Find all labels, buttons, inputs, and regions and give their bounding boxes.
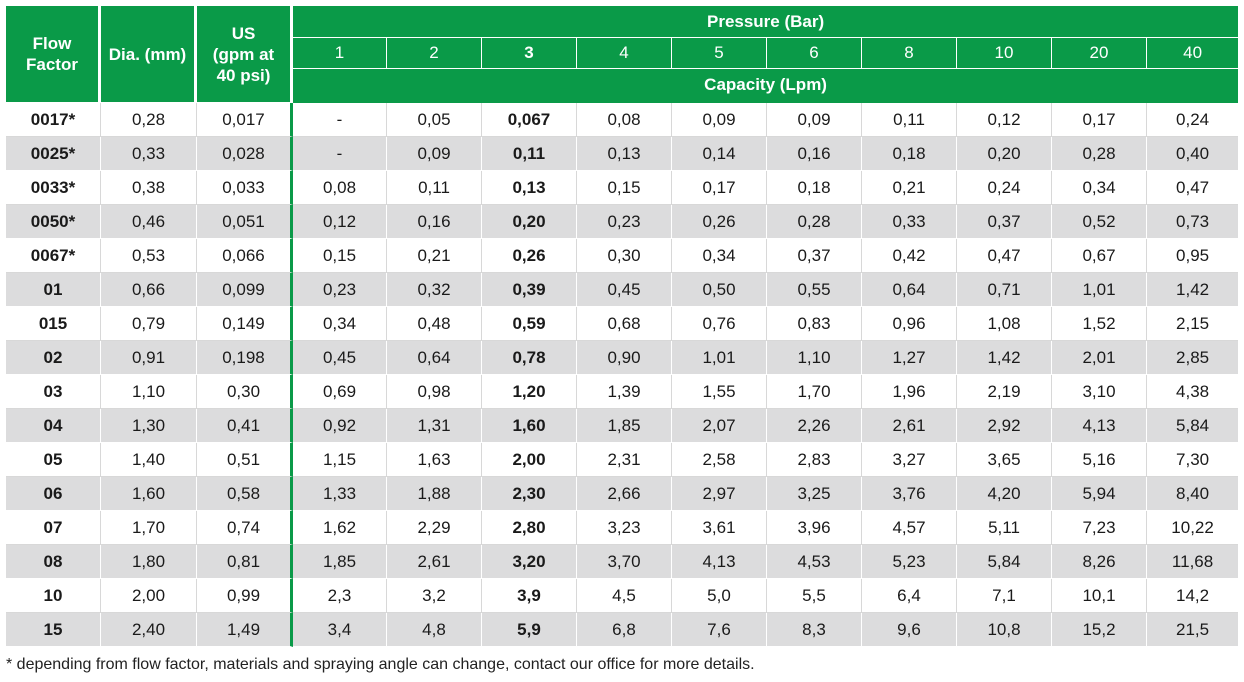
diameter-cell: 0,66 [101, 273, 197, 307]
capacity-cell: 1,10 [767, 341, 862, 375]
capacity-cell: 5,84 [1147, 409, 1238, 443]
capacity-cell: 1,42 [957, 341, 1052, 375]
table-row [6, 137, 1238, 171]
header-pressure-value: 3 [482, 38, 577, 69]
table-row [6, 545, 1238, 579]
header-capacity: Capacity (Lpm) [293, 69, 1238, 103]
capacity-cell: 3,27 [862, 443, 957, 477]
capacity-cell: 0,17 [1052, 103, 1147, 137]
flow-factor-cell: 0033* [6, 171, 101, 205]
capacity-cell: 0,21 [387, 239, 482, 273]
capacity-cell: 0,48 [387, 307, 482, 341]
header-pressure-value: 4 [577, 38, 672, 69]
table-row [6, 307, 1238, 341]
capacity-cell: 0,37 [957, 205, 1052, 239]
capacity-cell: 1,08 [957, 307, 1052, 341]
diameter-cell: 0,79 [101, 307, 197, 341]
us-gpm-cell: 0,033 [197, 171, 293, 205]
header-flow-factor: Flow Factor [6, 6, 101, 103]
capacity-cell: 0,09 [672, 103, 767, 137]
us-gpm-cell: 0,41 [197, 409, 293, 443]
us-gpm-cell: 0,51 [197, 443, 293, 477]
capacity-cell: 2,61 [387, 545, 482, 579]
capacity-cell: 1,15 [293, 443, 387, 477]
us-gpm-cell: 0,30 [197, 375, 293, 409]
capacity-cell: 21,5 [1147, 613, 1238, 647]
capacity-cell: 3,23 [577, 511, 672, 545]
capacity-cell: 0,42 [862, 239, 957, 273]
table-row [6, 239, 1238, 273]
capacity-cell: 0,52 [1052, 205, 1147, 239]
capacity-cell: 0,16 [387, 205, 482, 239]
flow-factor-cell: 0025* [6, 137, 101, 171]
capacity-cell: 0,067 [482, 103, 577, 137]
capacity-cell: 4,57 [862, 511, 957, 545]
capacity-cell: 0,16 [767, 137, 862, 171]
capacity-cell: 2,80 [482, 511, 577, 545]
capacity-cell: 0,08 [293, 171, 387, 205]
capacity-cell: 2,92 [957, 409, 1052, 443]
capacity-cell: 2,58 [672, 443, 767, 477]
capacity-cell: 0,11 [862, 103, 957, 137]
capacity-cell: 0,23 [293, 273, 387, 307]
diameter-cell: 0,91 [101, 341, 197, 375]
header-pressure-value: 8 [862, 38, 957, 69]
capacity-cell: 3,9 [482, 579, 577, 613]
capacity-cell: 1,60 [482, 409, 577, 443]
capacity-cell: 0,24 [1147, 103, 1238, 137]
capacity-cell: 0,45 [577, 273, 672, 307]
capacity-cell: 4,53 [767, 545, 862, 579]
capacity-cell: 0,11 [482, 137, 577, 171]
table-row [6, 477, 1238, 511]
capacity-cell: 2,30 [482, 477, 577, 511]
capacity-cell: 1,01 [1052, 273, 1147, 307]
capacity-cell: 1,52 [1052, 307, 1147, 341]
capacity-cell: 0,33 [862, 205, 957, 239]
diameter-cell: 0,38 [101, 171, 197, 205]
capacity-cell: 3,96 [767, 511, 862, 545]
capacity-cell: 1,96 [862, 375, 957, 409]
diameter-cell: 0,33 [101, 137, 197, 171]
capacity-cell: 0,55 [767, 273, 862, 307]
capacity-cell: 0,67 [1052, 239, 1147, 273]
capacity-cell: 3,76 [862, 477, 957, 511]
capacity-cell: 14,2 [1147, 579, 1238, 613]
us-gpm-cell: 0,149 [197, 307, 293, 341]
capacity-cell: 0,28 [767, 205, 862, 239]
diameter-cell: 1,10 [101, 375, 197, 409]
capacity-cell: 0,34 [672, 239, 767, 273]
capacity-cell: 2,66 [577, 477, 672, 511]
capacity-cell: 2,83 [767, 443, 862, 477]
capacity-cell: 3,25 [767, 477, 862, 511]
capacity-cell: 4,8 [387, 613, 482, 647]
capacity-cell: 3,4 [293, 613, 387, 647]
us-gpm-cell: 0,017 [197, 103, 293, 137]
flow-factor-cell: 0017* [6, 103, 101, 137]
table-row [6, 375, 1238, 409]
table-row [6, 273, 1238, 307]
capacity-cell: 0,26 [482, 239, 577, 273]
capacity-cell: 15,2 [1052, 613, 1147, 647]
capacity-cell: 8,26 [1052, 545, 1147, 579]
capacity-cell: 0,78 [482, 341, 577, 375]
capacity-cell: 1,33 [293, 477, 387, 511]
capacity-cell: 5,16 [1052, 443, 1147, 477]
capacity-cell: 0,96 [862, 307, 957, 341]
capacity-cell: 0,24 [957, 171, 1052, 205]
capacity-cell: 1,70 [767, 375, 862, 409]
footnote: * depending from flow factor, materials and spraying angle can change, contact our office for more details. [6, 656, 755, 673]
header-pressure-value: 6 [767, 38, 862, 69]
us-gpm-cell: 0,099 [197, 273, 293, 307]
capacity-cell: 0,15 [293, 239, 387, 273]
capacity-cell: 0,18 [862, 137, 957, 171]
table-row [6, 205, 1238, 239]
capacity-cell: 1,63 [387, 443, 482, 477]
capacity-cell: 0,40 [1147, 137, 1238, 171]
capacity-cell: 0,73 [1147, 205, 1238, 239]
capacity-cell: 0,34 [293, 307, 387, 341]
capacity-cell: 1,39 [577, 375, 672, 409]
us-gpm-cell: 0,74 [197, 511, 293, 545]
capacity-cell: 4,20 [957, 477, 1052, 511]
flow-factor-cell: 0050* [6, 205, 101, 239]
header-pressure-value: 20 [1052, 38, 1147, 69]
flow-factor-cell: 015 [6, 307, 101, 341]
capacity-cell: 0,09 [767, 103, 862, 137]
capacity-cell: 5,11 [957, 511, 1052, 545]
capacity-cell: 3,20 [482, 545, 577, 579]
capacity-cell: 0,13 [482, 171, 577, 205]
capacity-cell: 0,23 [577, 205, 672, 239]
capacity-cell: 0,21 [862, 171, 957, 205]
diameter-cell: 1,60 [101, 477, 197, 511]
capacity-cell: 5,9 [482, 613, 577, 647]
capacity-cell: 10,8 [957, 613, 1052, 647]
capacity-cell: 3,2 [387, 579, 482, 613]
flow-factor-cell: 15 [6, 613, 101, 647]
capacity-cell: 2,31 [577, 443, 672, 477]
diameter-cell: 1,80 [101, 545, 197, 579]
capacity-cell: 0,17 [672, 171, 767, 205]
capacity-cell: 0,64 [862, 273, 957, 307]
capacity-cell: 0,45 [293, 341, 387, 375]
diameter-cell: 1,30 [101, 409, 197, 443]
capacity-cell: 2,15 [1147, 307, 1238, 341]
capacity-cell: 1,20 [482, 375, 577, 409]
header-pressure: Pressure (Bar) [293, 6, 1238, 38]
flow-factor-cell: 10 [6, 579, 101, 613]
capacity-cell: 0,32 [387, 273, 482, 307]
capacity-cell: 2,01 [1052, 341, 1147, 375]
capacity-cell: 2,97 [672, 477, 767, 511]
capacity-cell: 0,08 [577, 103, 672, 137]
capacity-table-container [6, 6, 1238, 647]
capacity-cell: 4,38 [1147, 375, 1238, 409]
us-gpm-cell: 0,051 [197, 205, 293, 239]
capacity-cell: 0,47 [957, 239, 1052, 273]
capacity-cell: 2,61 [862, 409, 957, 443]
flow-factor-cell: 05 [6, 443, 101, 477]
capacity-cell: 0,50 [672, 273, 767, 307]
capacity-cell: 11,68 [1147, 545, 1238, 579]
capacity-cell: 6,8 [577, 613, 672, 647]
capacity-cell: 0,71 [957, 273, 1052, 307]
capacity-cell: 8,40 [1147, 477, 1238, 511]
capacity-cell: 4,13 [672, 545, 767, 579]
us-gpm-cell: 0,81 [197, 545, 293, 579]
flow-factor-cell: 07 [6, 511, 101, 545]
capacity-cell: 5,0 [672, 579, 767, 613]
capacity-table [6, 6, 1238, 647]
capacity-cell: 5,23 [862, 545, 957, 579]
table-body [6, 103, 1238, 647]
us-gpm-cell: 0,028 [197, 137, 293, 171]
capacity-cell: 0,09 [387, 137, 482, 171]
capacity-cell: 1,85 [293, 545, 387, 579]
capacity-cell: 2,3 [293, 579, 387, 613]
diameter-cell: 2,40 [101, 613, 197, 647]
capacity-cell: 0,69 [293, 375, 387, 409]
capacity-cell: 0,34 [1052, 171, 1147, 205]
header-us-gpm: US (gpm at 40 psi) [197, 6, 293, 103]
flow-factor-cell: 01 [6, 273, 101, 307]
capacity-cell: 7,1 [957, 579, 1052, 613]
capacity-cell: 1,31 [387, 409, 482, 443]
capacity-cell: 2,07 [672, 409, 767, 443]
table-header [6, 6, 1238, 103]
capacity-cell: 0,92 [293, 409, 387, 443]
capacity-cell: 0,14 [672, 137, 767, 171]
capacity-cell: 0,90 [577, 341, 672, 375]
capacity-cell: 2,26 [767, 409, 862, 443]
capacity-cell: 9,6 [862, 613, 957, 647]
capacity-cell: 1,62 [293, 511, 387, 545]
capacity-cell: 5,94 [1052, 477, 1147, 511]
capacity-cell: 0,20 [957, 137, 1052, 171]
capacity-cell: - [293, 103, 387, 137]
capacity-cell: 0,18 [767, 171, 862, 205]
header-pressure-value: 40 [1147, 38, 1238, 69]
table-row [6, 579, 1238, 613]
capacity-cell: 0,64 [387, 341, 482, 375]
flow-factor-cell: 0067* [6, 239, 101, 273]
capacity-cell: 0,30 [577, 239, 672, 273]
table-row [6, 171, 1238, 205]
capacity-cell: 3,10 [1052, 375, 1147, 409]
us-gpm-cell: 1,49 [197, 613, 293, 647]
capacity-cell: 7,30 [1147, 443, 1238, 477]
diameter-cell: 0,46 [101, 205, 197, 239]
capacity-cell: 0,47 [1147, 171, 1238, 205]
header-pressure-value: 1 [293, 38, 387, 69]
diameter-cell: 0,53 [101, 239, 197, 273]
capacity-cell: 10,22 [1147, 511, 1238, 545]
table-row [6, 511, 1238, 545]
diameter-cell: 1,70 [101, 511, 197, 545]
capacity-cell: 0,76 [672, 307, 767, 341]
capacity-cell: - [293, 137, 387, 171]
header-pressure-value: 10 [957, 38, 1052, 69]
capacity-cell: 0,98 [387, 375, 482, 409]
capacity-cell: 0,95 [1147, 239, 1238, 273]
us-gpm-cell: 0,99 [197, 579, 293, 613]
capacity-cell: 0,39 [482, 273, 577, 307]
capacity-cell: 8,3 [767, 613, 862, 647]
us-gpm-cell: 0,066 [197, 239, 293, 273]
capacity-cell: 0,12 [293, 205, 387, 239]
flow-factor-cell: 02 [6, 341, 101, 375]
table-row [6, 613, 1238, 647]
diameter-cell: 2,00 [101, 579, 197, 613]
capacity-cell: 0,12 [957, 103, 1052, 137]
capacity-cell: 3,61 [672, 511, 767, 545]
flow-factor-cell: 08 [6, 545, 101, 579]
capacity-cell: 2,29 [387, 511, 482, 545]
capacity-cell: 10,1 [1052, 579, 1147, 613]
capacity-cell: 7,6 [672, 613, 767, 647]
capacity-cell: 5,84 [957, 545, 1052, 579]
capacity-cell: 1,42 [1147, 273, 1238, 307]
capacity-cell: 0,59 [482, 307, 577, 341]
diameter-cell: 0,28 [101, 103, 197, 137]
capacity-cell: 6,4 [862, 579, 957, 613]
capacity-cell: 1,88 [387, 477, 482, 511]
capacity-cell: 1,01 [672, 341, 767, 375]
capacity-cell: 1,85 [577, 409, 672, 443]
capacity-cell: 0,28 [1052, 137, 1147, 171]
flow-factor-cell: 06 [6, 477, 101, 511]
capacity-cell: 1,27 [862, 341, 957, 375]
header-pressure-value: 2 [387, 38, 482, 69]
capacity-cell: 0,37 [767, 239, 862, 273]
table-row [6, 103, 1238, 137]
us-gpm-cell: 0,198 [197, 341, 293, 375]
flow-factor-cell: 03 [6, 375, 101, 409]
capacity-cell: 0,11 [387, 171, 482, 205]
capacity-cell: 3,70 [577, 545, 672, 579]
diameter-cell: 1,40 [101, 443, 197, 477]
table-row [6, 443, 1238, 477]
capacity-cell: 2,19 [957, 375, 1052, 409]
us-gpm-cell: 0,58 [197, 477, 293, 511]
header-diameter: Dia. (mm) [101, 6, 197, 103]
capacity-cell: 0,15 [577, 171, 672, 205]
table-row [6, 341, 1238, 375]
capacity-cell: 0,20 [482, 205, 577, 239]
capacity-cell: 1,55 [672, 375, 767, 409]
table-row [6, 409, 1238, 443]
capacity-cell: 3,65 [957, 443, 1052, 477]
capacity-cell: 0,68 [577, 307, 672, 341]
capacity-cell: 0,83 [767, 307, 862, 341]
capacity-cell: 2,85 [1147, 341, 1238, 375]
capacity-cell: 0,13 [577, 137, 672, 171]
flow-factor-cell: 04 [6, 409, 101, 443]
capacity-cell: 7,23 [1052, 511, 1147, 545]
capacity-cell: 5,5 [767, 579, 862, 613]
capacity-cell: 4,13 [1052, 409, 1147, 443]
capacity-cell: 0,05 [387, 103, 482, 137]
capacity-cell: 0,26 [672, 205, 767, 239]
header-pressure-value: 5 [672, 38, 767, 69]
capacity-cell: 2,00 [482, 443, 577, 477]
capacity-cell: 4,5 [577, 579, 672, 613]
